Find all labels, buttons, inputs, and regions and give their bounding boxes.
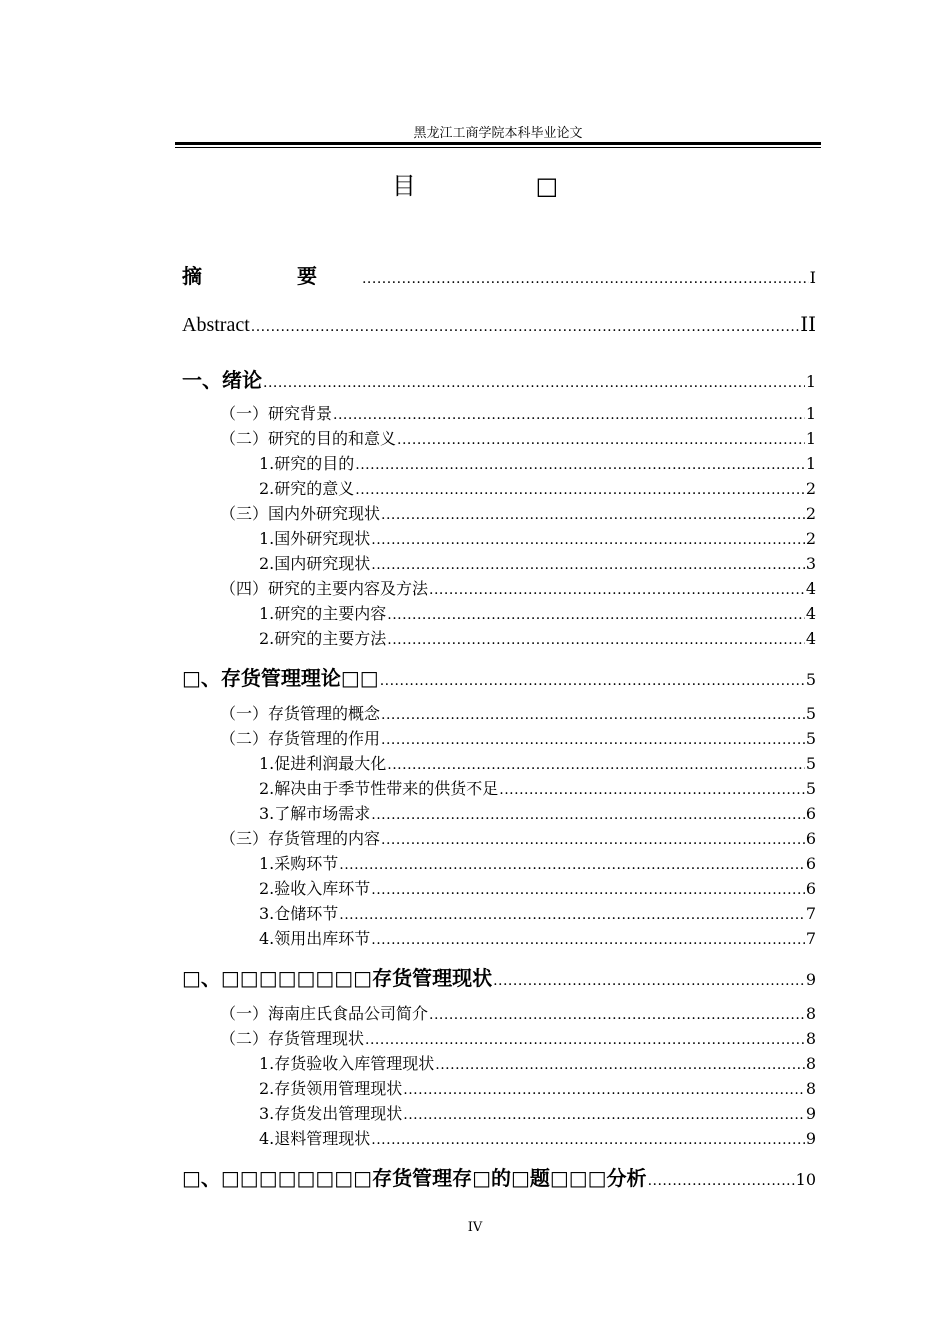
toc-leader [371,557,805,573]
toc-leader [387,607,805,623]
toc-leader [362,271,809,287]
toc-entry-subsection[interactable] [182,601,816,624]
toc-entry-page: 1 [805,372,816,391]
toc-entry-section[interactable] [182,401,816,424]
toc-leader [365,1032,805,1048]
toc-entry-page: 5 [805,729,816,748]
toc-leader [381,507,805,523]
toc-entry-subsection[interactable] [182,851,816,874]
toc-entry-label: 2.国内研究现状 [259,554,371,573]
toc-entry-page: I [809,268,816,287]
toc-entry-label: （一）海南庄氏食品公司简介 [220,1004,429,1023]
toc-entry-subsection[interactable] [182,926,816,949]
toc-entry-label: 一、绪论 [182,368,262,392]
toc-leader [263,375,805,391]
toc-entry-page: 6 [805,829,816,848]
toc-entry-page: 9 [805,1104,816,1123]
toc-entry-subsection[interactable] [182,1051,816,1074]
toc-entry-label: （三）存货管理的内容 [220,829,381,848]
toc-entry-page: 9 [805,970,816,989]
toc-entry-label: （一）存货管理的概念 [220,704,381,723]
toc-entry-page: 5 [805,704,816,723]
toc-entry-label: 4.领用出库环节 [259,929,371,948]
toc-entry-page: 5 [805,670,816,689]
toc-leader [371,1132,805,1148]
toc-entry-abstract-en[interactable] [182,312,816,337]
toc-entry-label: 3.了解市场需求 [259,804,371,823]
toc-entry-subsection[interactable] [182,801,816,824]
toc-entry-label: （三）国内外研究现状 [220,504,381,523]
toc-entry-subsection[interactable] [182,526,816,549]
toc-entry-label: 2.解决由于季节性带来的供货不足 [259,779,499,798]
toc-leader [499,782,805,798]
toc-entry-label: （二）存货管理的作用 [220,729,381,748]
toc-leader [381,832,805,848]
toc-entry-label: 2.研究的主要方法 [259,629,387,648]
toc-entry-page: 4 [805,579,816,598]
toc-leader [648,1173,795,1189]
toc-entry-page: 1 [805,454,816,473]
header-rule [175,142,821,148]
toc-entry-section[interactable] [182,701,816,724]
toc-entry-chapter-2[interactable] [182,662,816,691]
toc-entry-chapter-1[interactable] [182,364,816,393]
toc-entry-label: （二）存货管理现状 [220,1029,365,1048]
toc-entry-chapter-4[interactable] [182,1162,816,1191]
toc-entry-label: □、存货管理理论□□ [182,666,379,690]
toc-entry-subsection[interactable] [182,776,816,799]
page-title: 目 □ [391,172,615,200]
toc-leader [387,632,805,648]
toc-leader [403,1082,805,1098]
toc-entry-label: （一）研究背景 [220,404,333,423]
toc-entry-page: 2 [805,479,816,498]
toc-entry-subsection[interactable] [182,476,816,499]
toc-entry-page: 6 [805,804,816,823]
toc-entry-subsection[interactable] [182,751,816,774]
toc-entry-section[interactable] [182,826,816,849]
toc-leader [371,932,805,948]
toc-entry-section[interactable] [182,576,816,599]
toc-entry-subsection[interactable] [182,551,816,574]
toc-entry-page: 8 [805,1054,816,1073]
toc-entry-subsection[interactable] [182,451,816,474]
toc-entry-label: 2.存货领用管理现状 [259,1079,403,1098]
toc-entry-subsection[interactable] [182,1101,816,1124]
toc-leader [429,582,805,598]
toc-leader [381,707,805,723]
toc-leader [493,973,805,989]
toc-entry-label: 1.采购环节 [259,854,339,873]
toc-entry-section[interactable] [182,501,816,524]
toc-leader [355,482,805,498]
page-number: IV [467,1220,483,1235]
toc-leader [371,807,805,823]
toc-entry-subsection[interactable] [182,876,816,899]
toc-entry-page: 5 [805,754,816,773]
toc-entry-label: 3.仓储环节 [259,904,339,923]
toc-entry-label: Abstract [182,314,250,336]
toc-leader [251,319,799,335]
toc-entry-abstract-cn[interactable] [182,260,816,289]
toc-entry-label: □、□□□□□□□□存货管理现状 [182,966,493,990]
toc-leader [371,882,805,898]
toc-entry-page: 8 [805,1079,816,1098]
toc-entry-label: 1.存货验收入库管理现状 [259,1054,435,1073]
toc-entry-page: 3 [805,554,816,573]
toc-entry-subsection[interactable] [182,626,816,649]
toc-entry-page: 2 [805,529,816,548]
toc-entry-label: 4.退料管理现状 [259,1129,371,1148]
toc-entry-label: 2.验收入库环节 [259,879,371,898]
toc-entry-page: II [800,312,816,336]
toc-entry-label: 3.存货发出管理现状 [259,1104,403,1123]
toc-entry-label: 1.促进利润最大化 [259,754,387,773]
toc-entry-label: 摘 要 [182,264,361,288]
toc-entry-page: 6 [805,879,816,898]
toc-entry-section[interactable] [182,1001,816,1024]
toc-leader [333,407,805,423]
toc-entry-label: 2.研究的意义 [259,479,355,498]
toc-entry-label: 1.研究的主要内容 [259,604,387,623]
toc-entry-page: 8 [805,1029,816,1048]
toc-leader [387,757,805,773]
toc-entry-page: 1 [805,429,816,448]
running-header: 黑龙江工商学院本科毕业论文 [413,126,583,141]
toc-leader [397,432,805,448]
toc-entry-label: （二）研究的目的和意义 [220,429,397,448]
toc-entry-page: 4 [805,629,816,648]
toc-leader [381,732,805,748]
toc-entry-chapter-3[interactable] [182,962,816,991]
toc-entry-section[interactable] [182,426,816,449]
toc-leader [435,1057,805,1073]
toc-entry-subsection[interactable] [182,1076,816,1099]
toc-leader [355,457,805,473]
toc-leader [403,1107,805,1123]
toc-entry-page: 8 [805,1004,816,1023]
toc-entry-label: □、□□□□□□□□存货管理存□的□题□□□分析 [182,1166,647,1190]
toc-entry-subsection[interactable] [182,1126,816,1149]
toc-entry-section[interactable] [182,726,816,749]
toc-entry-page: 4 [805,604,816,623]
toc-entry-label: （四）研究的主要内容及方法 [220,579,429,598]
toc-entry-subsection[interactable] [182,901,816,924]
toc-entry-page: 7 [805,904,816,923]
toc-entry-section[interactable] [182,1026,816,1049]
toc-entry-label: 1.国外研究现状 [259,529,371,548]
toc-leader [339,907,805,923]
toc-leader [371,532,805,548]
toc-entry-page: 9 [805,1129,816,1148]
toc-entry-page: 7 [805,929,816,948]
toc-leader [339,857,805,873]
toc-entry-page: 5 [805,779,816,798]
toc-entry-page: 6 [805,854,816,873]
toc-leader [429,1007,805,1023]
toc-entry-page: 1 [805,404,816,423]
toc-leader [380,673,805,689]
toc-entry-label: 1.研究的目的 [259,454,355,473]
toc-entry-page: 2 [805,504,816,523]
toc-entry-page: 10 [795,1170,816,1189]
